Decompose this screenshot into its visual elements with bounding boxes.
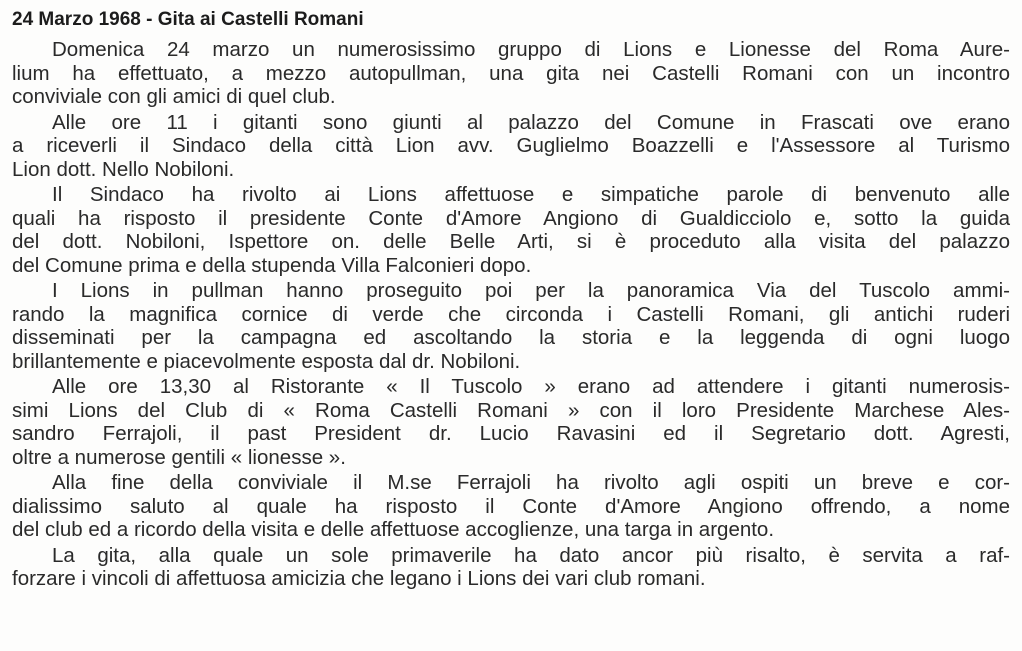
text-line: Alla fine della conviviale il M.se Ferrajoli ha rivolto agli ospiti un breve e cor-: [52, 471, 1010, 494]
text-line: del Comune prima e della stupenda Villa Falconieri dopo.: [12, 253, 532, 277]
text-line: del dott. Nobiloni, Ispettore on. delle Belle Arti, si è proceduto alla visita del palazzo: [12, 230, 1010, 253]
paragraph-4: [12, 279, 1010, 373]
text-line: I Lions in pullman hanno proseguito poi per la panoramica Via del Tuscolo ammi-: [52, 279, 1010, 302]
article-title: 24 Marzo 1968 - Gita ai Castelli Romani: [12, 9, 364, 30]
text-line: sandro Ferrajoli, il past President dr. Lucio Ravasini ed il Segretario dott. Agresti,: [12, 422, 1010, 445]
text-line: forzare i vincoli di affettuosa amicizia che legano i Lions dei vari club romani.: [12, 567, 706, 590]
paragraph-7: [12, 544, 1010, 591]
text-line: Alle ore 13,30 al Ristorante « Il Tuscolo » erano ad attendere i gitanti numerosis-: [52, 375, 1010, 398]
paragraph-5: [12, 375, 1010, 469]
text-line: Domenica 24 marzo un numerosissimo gruppo di Lions e Lionesse del Roma Aure-: [52, 38, 1010, 61]
text-line: Lion dott. Nello Nobiloni.: [12, 157, 235, 181]
text-line: Il Sindaco ha rivolto ai Lions affettuose e simpatiche parole di benvenuto alle: [52, 183, 1010, 206]
text-line: dialissimo saluto al quale ha risposto il Conte d'Amore Angiono offrendo, a nome: [12, 494, 1010, 518]
text-line: brillantemente e piacevolmente esposta dal dr. Nobiloni.: [12, 349, 521, 373]
paragraph-6: [12, 471, 1010, 542]
text-line: Alle ore 11 i gitanti sono giunti al palazzo del Comune in Frascati ove erano: [52, 110, 1010, 134]
text-line: disseminati per la campagna ed ascoltando la storia e la leggenda di ogni luogo: [12, 326, 1010, 349]
paragraph-2: [12, 111, 1010, 182]
paragraph-1: [12, 38, 1010, 109]
text-line: La gita, alla quale un sole primaverile ha dato ancor più risalto, è servita a raf-: [52, 543, 1010, 567]
text-line: simi Lions del Club di « Roma Castelli Romani » con il loro Presidente Marchese Ales-: [12, 398, 1010, 422]
text-line: del club ed a ricordo della visita e delle affettuose accoglienze, una targa in argento.: [12, 518, 775, 541]
text-line: oltre a numerose gentili « lionesse ».: [12, 445, 346, 469]
text-line: rando la magnifica cornice di verde che circonda i Castelli Romani, gli antichi ruderi: [12, 302, 1010, 326]
text-line: a riceverli il Sindaco della città Lion avv. Guglielmo Boazzelli e l'Assessore al Turismo: [12, 134, 1010, 157]
paragraph-3: [12, 183, 1010, 277]
text-line: conviviale con gli amici di quel club.: [12, 85, 336, 108]
text-line: lium ha effettuato, a mezzo autopullman, una gita nei Castelli Romani con un incontro: [12, 61, 1010, 85]
text-line: quali ha risposto il presidente Conte d'Amore Angiono di Gualdicciolo e, sotto la guida: [12, 206, 1010, 230]
